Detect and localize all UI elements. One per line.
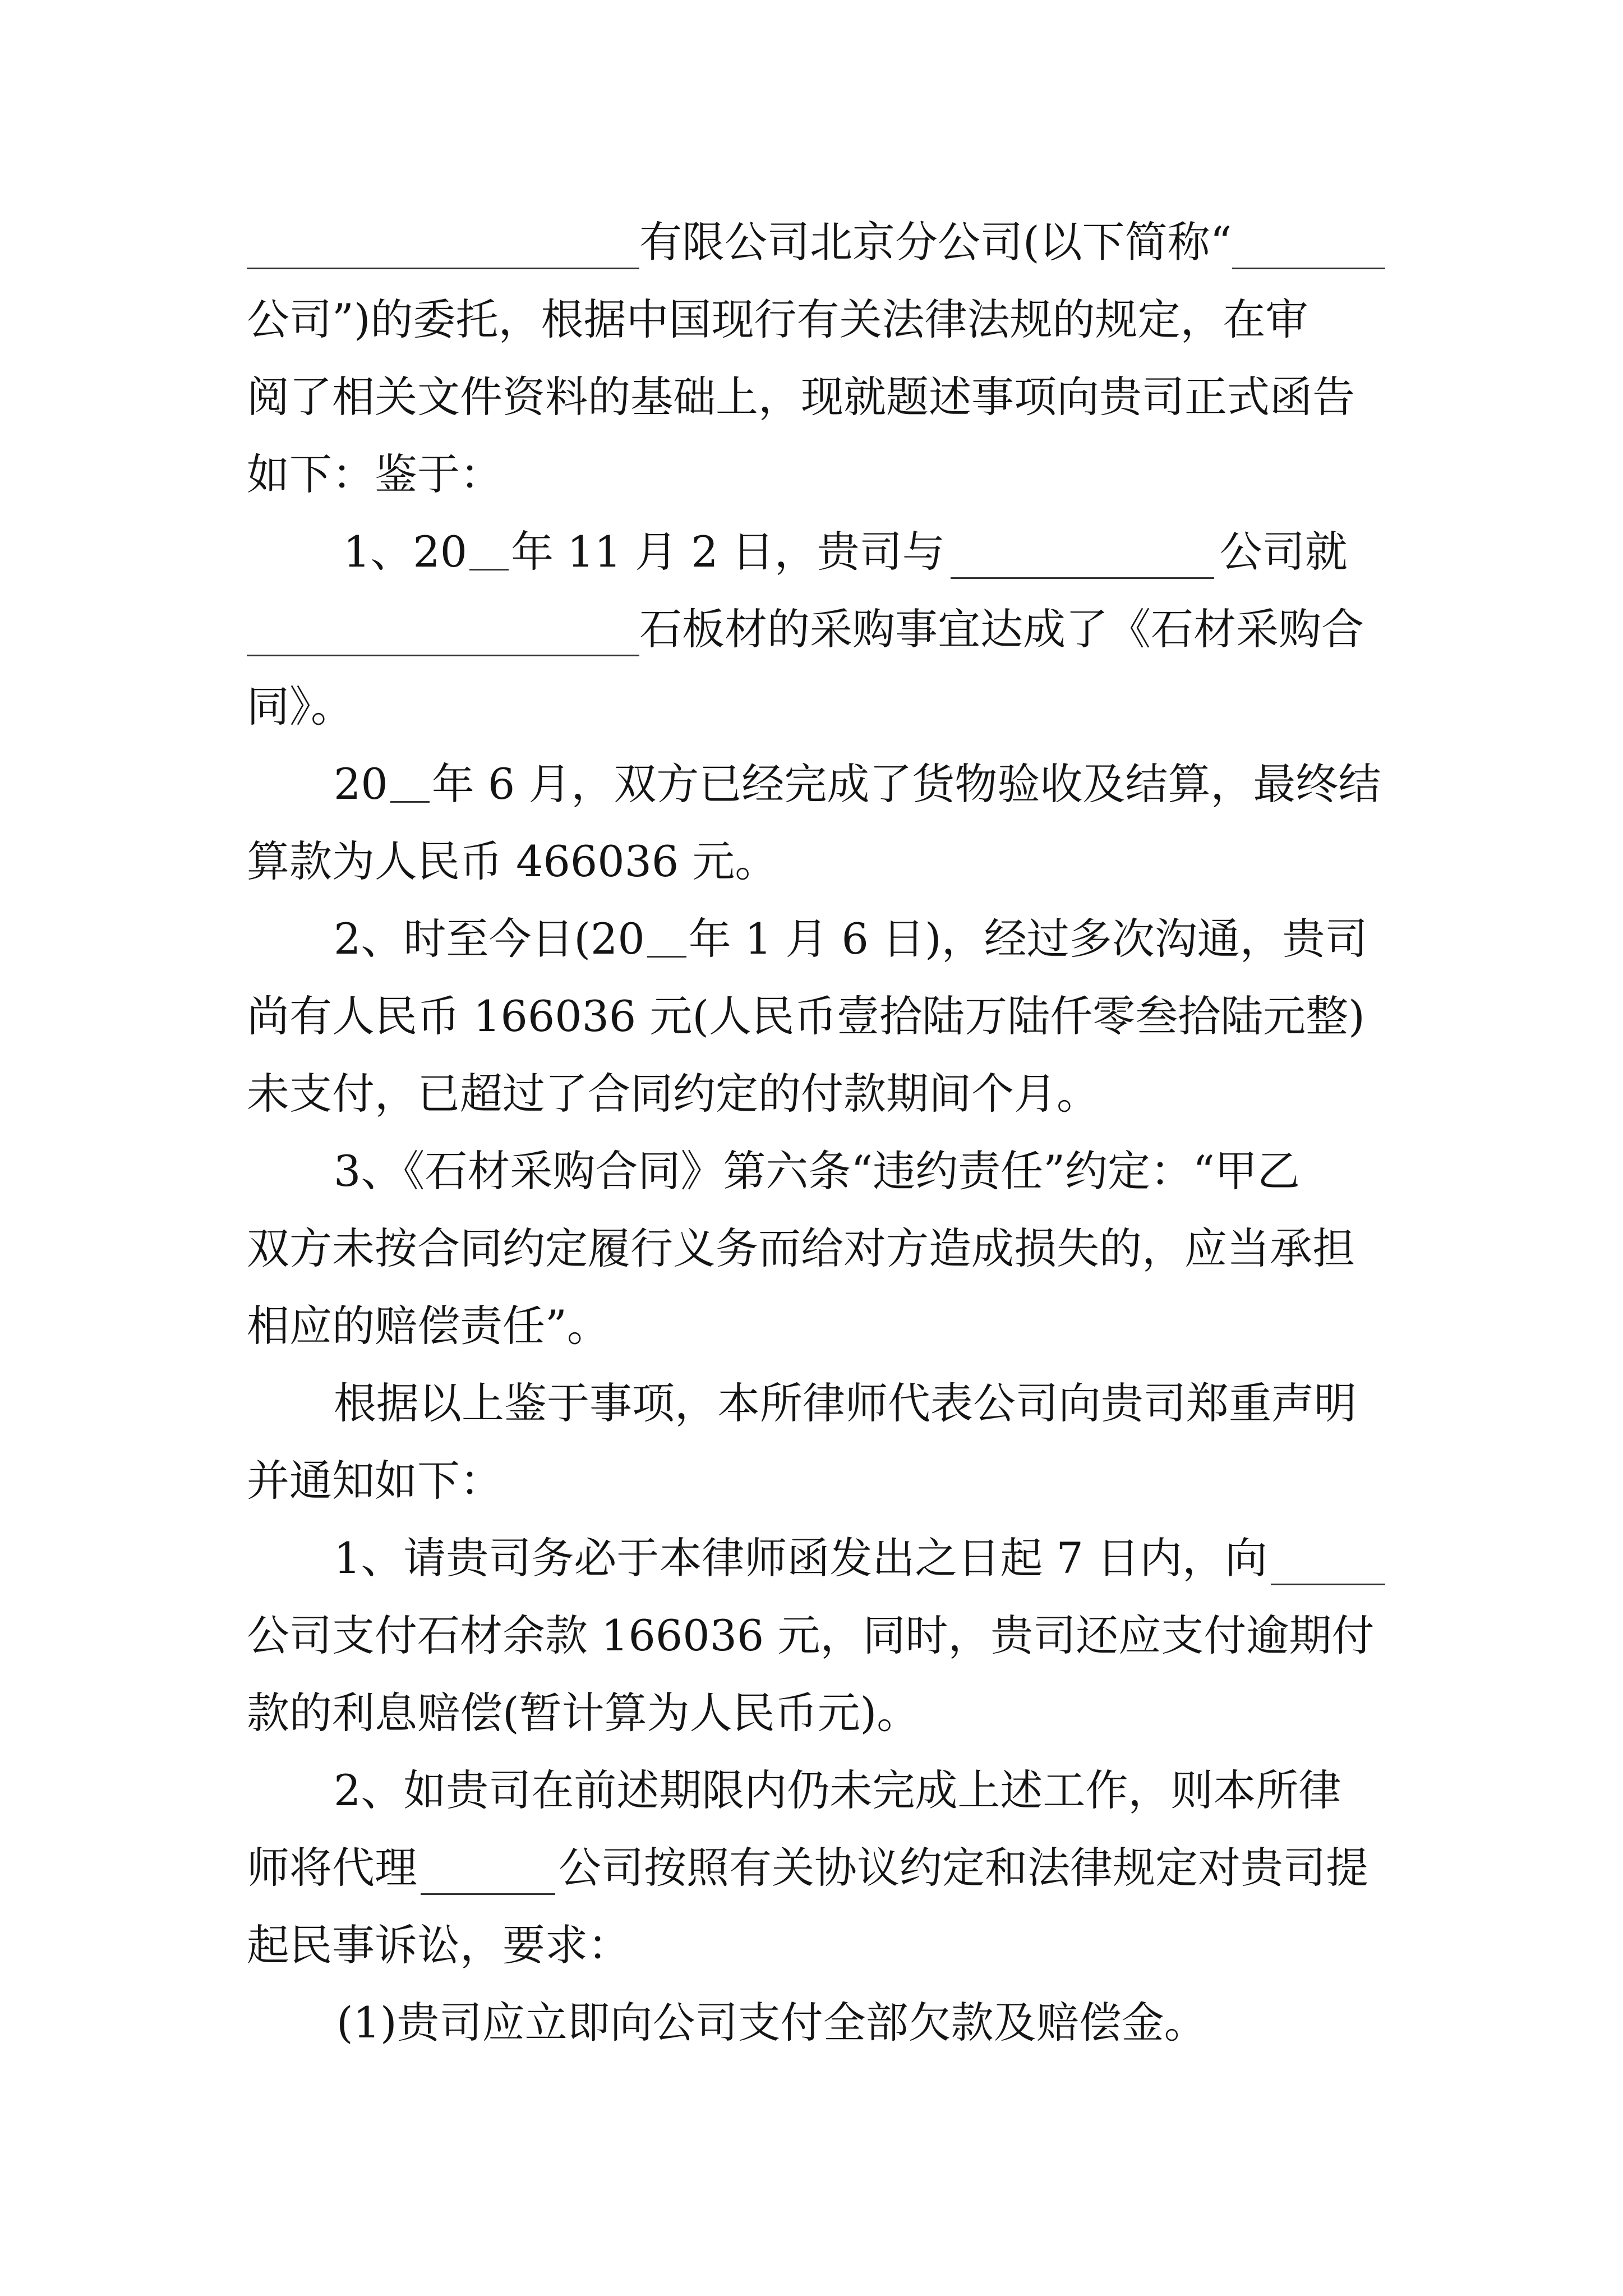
- text: 未支付，已超过了合同约定的付款期间个月。: [247, 1069, 1099, 1119]
- paragraph-3-line-2: [247, 822, 1385, 901]
- blank-short-name: [1232, 216, 1385, 269]
- text: 2、如贵司在前述期限内仍未完成上述工作，则本所律: [334, 1765, 1341, 1815]
- text: 并通知如下：: [247, 1456, 502, 1506]
- text: 石板材的采购事宜达成了《石材采购合: [639, 604, 1364, 654]
- text: 公司”)的委托，根据中国现行有关法律法规的规定，在审: [247, 295, 1308, 344]
- text: 双方未按合同约定履行义务而给对方造成损失的，应当承担: [247, 1223, 1355, 1273]
- paragraph-1-line-2: [247, 280, 1385, 359]
- blank-company: [421, 1842, 555, 1895]
- paragraph-2-line-3: [247, 668, 1385, 746]
- paragraph-2-line-1: [343, 513, 1385, 591]
- text: 年 1 月 6 日)，经过多次沟通，贵司: [688, 914, 1368, 964]
- text: 20: [334, 759, 388, 809]
- paragraph-5-line-1: [334, 1132, 1385, 1211]
- text: (1)贵司应立即向公司支付全部欠款及赔偿金。: [336, 1998, 1207, 2047]
- blank-year: [647, 921, 686, 958]
- paragraph-4-line-1: [334, 900, 1385, 978]
- text: 2、时至今日(20: [334, 914, 645, 964]
- text: 尚有人民币 166036 元(人民币壹拾陆万陆仟零叁拾陆元整): [247, 991, 1365, 1041]
- paragraph-7-line-2: [247, 1596, 1385, 1675]
- text: 公司按照有关协议约定和法律规定对贵司提: [559, 1843, 1368, 1893]
- text: 算款为人民币 466036 元。: [247, 836, 778, 886]
- paragraph-7-line-3: [247, 1674, 1385, 1752]
- text: 年 11 月 2 日，贵司与: [511, 527, 945, 577]
- text: 公司支付石材余款 166036 元，同时，贵司还应支付逾期付: [247, 1611, 1375, 1660]
- paragraph-1-line-1: [247, 203, 1385, 282]
- text: 款的利息赔偿(暂计算为人民币元)。: [247, 1688, 920, 1738]
- paragraph-6-line-2: [247, 1442, 1385, 1520]
- blank-company: [1271, 1532, 1385, 1585]
- paragraph-6-line-1: [334, 1364, 1385, 1443]
- text: 起民事诉讼，要求：: [247, 1920, 630, 1970]
- paragraph-2-line-2: [247, 590, 1385, 669]
- blank-counterparty: [951, 526, 1214, 579]
- paragraph-8-line-2: [247, 1829, 1385, 1907]
- text: 1、20: [343, 527, 468, 577]
- text: 如下：鉴于：: [247, 449, 502, 499]
- text: 1、请贵司务必于本律师函发出之日起 7 日内，向: [334, 1533, 1268, 1583]
- text: 3、《石材采购合同》第六条“违约责任”约定：“甲乙: [334, 1146, 1300, 1196]
- blank-year: [390, 766, 430, 803]
- text: 师将代理: [247, 1843, 417, 1893]
- blank-year: [469, 534, 509, 570]
- paragraph-5-line-2: [247, 1209, 1385, 1288]
- text: 相应的赔偿责任”。: [247, 1301, 610, 1351]
- paragraph-4-line-3: [247, 1055, 1385, 1133]
- text: 阅了相关文件资料的基础上，现就题述事项向贵司正式函告: [247, 372, 1355, 422]
- text: 有限公司北京分公司(以下简称“: [639, 217, 1232, 267]
- blank-stone-type: [247, 603, 639, 656]
- paragraph-3-line-1: [334, 745, 1385, 823]
- paragraph-8-line-1: [334, 1751, 1385, 1830]
- paragraph-8-line-3: [247, 1906, 1385, 1985]
- paragraph-5-line-3: [247, 1287, 1385, 1365]
- paragraph-7-line-1: [334, 1519, 1385, 1598]
- blank-company-name: [247, 216, 639, 269]
- text: 根据以上鉴于事项，本所律师代表公司向贵司郑重声明: [334, 1378, 1357, 1428]
- paragraph-1-line-3: [247, 358, 1385, 436]
- paragraph-1-line-4: [247, 435, 1385, 514]
- paragraph-4-line-2: [247, 977, 1385, 1056]
- text: 同》。: [247, 682, 353, 731]
- paragraph-9-line-1: [336, 1984, 1385, 2062]
- text: 公司就: [1219, 527, 1348, 577]
- text: 年 6 月，双方已经完成了货物验收及结算，最终结: [431, 759, 1381, 809]
